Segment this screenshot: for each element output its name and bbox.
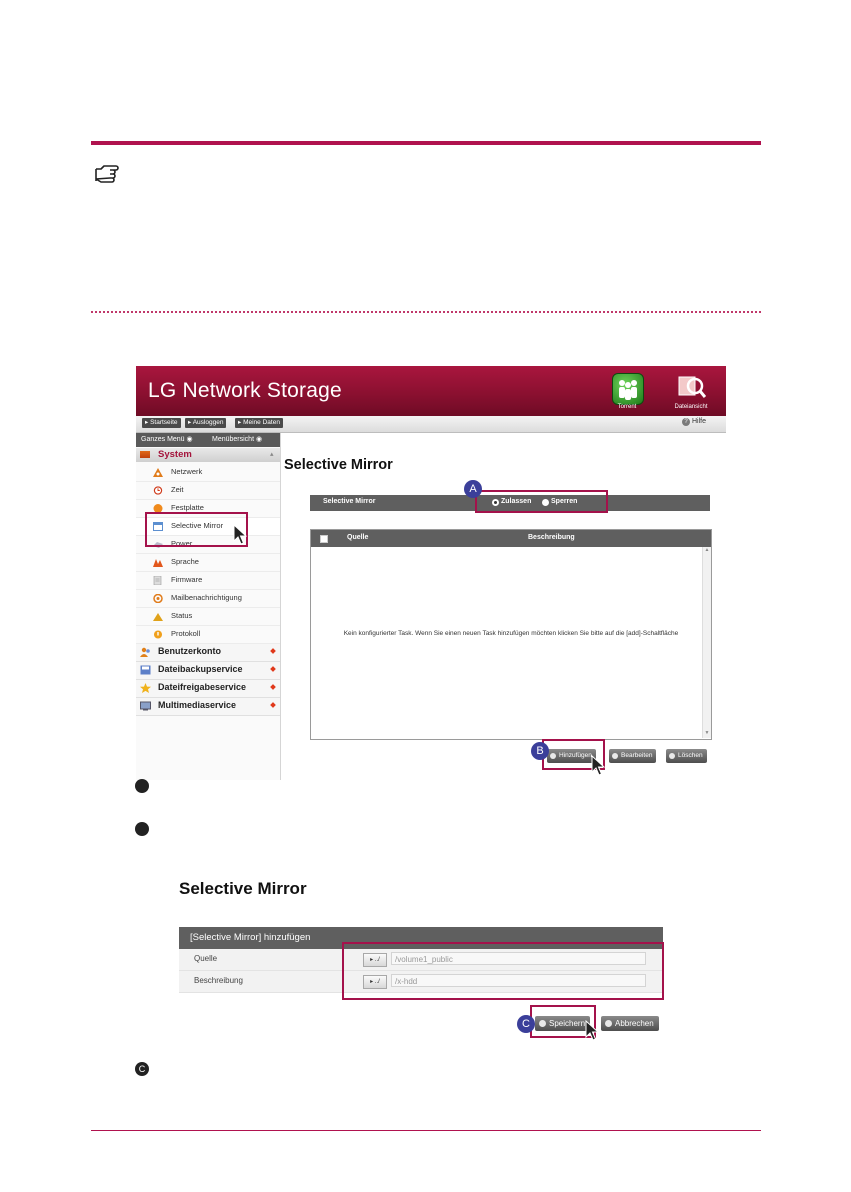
logout-button-label: Ausloggen bbox=[192, 419, 224, 426]
task-table bbox=[310, 529, 712, 740]
form-header-label: [Selective Mirror] hinzufügen bbox=[190, 932, 311, 943]
callout-badge-a: A bbox=[464, 480, 482, 498]
delete-button[interactable]: Löschen bbox=[666, 749, 707, 763]
browse-target-button[interactable]: ▸ ../ bbox=[363, 975, 387, 989]
sidebar-item-mail[interactable] bbox=[136, 590, 280, 608]
edit-button[interactable]: Bearbeiten bbox=[609, 749, 656, 763]
description-label: Beschreibung bbox=[194, 976, 243, 985]
callout-badge-c: C bbox=[517, 1015, 535, 1033]
sidebar-item-label: Protokoll bbox=[171, 629, 201, 638]
backup-icon bbox=[140, 665, 151, 675]
mirror-toggle-label: Selective Mirror bbox=[323, 498, 376, 505]
sidebar-item-label: Zeit bbox=[171, 485, 184, 494]
sidebar-category-backup[interactable] bbox=[136, 662, 280, 680]
logout-button[interactable]: ▸ Ausloggen bbox=[185, 418, 226, 428]
network-icon bbox=[153, 468, 163, 477]
sidebar-item-label: Festplatte bbox=[171, 503, 204, 512]
sidebar-category-label: Dateibackupservice bbox=[158, 664, 243, 674]
torrent-label: Torrent bbox=[617, 404, 637, 410]
caret-up-icon: ▴ bbox=[270, 451, 274, 458]
bullet-c: C bbox=[135, 1062, 149, 1076]
callout-badge-b: B bbox=[531, 742, 549, 760]
browse-source-button[interactable]: ▸ ../ bbox=[363, 953, 387, 967]
column-source: Quelle bbox=[347, 534, 369, 541]
file-browser-icon[interactable] bbox=[676, 371, 706, 401]
highlight-allow-toggle bbox=[475, 490, 608, 513]
sidebar-item-netzwerk[interactable] bbox=[136, 464, 280, 482]
select-all-checkbox[interactable] bbox=[320, 535, 328, 543]
help-link[interactable] bbox=[682, 418, 706, 426]
clock-icon bbox=[153, 486, 163, 495]
sidebar-item-protokoll[interactable] bbox=[136, 626, 280, 644]
sidebar-item-label: Selective Mirror bbox=[171, 521, 224, 530]
scroll-up-icon[interactable]: ▲ bbox=[704, 547, 710, 553]
bullet-a bbox=[135, 779, 149, 793]
sidebar-item-label: Sprache bbox=[171, 557, 199, 566]
sidebar-item-label: Status bbox=[171, 611, 193, 620]
home-button-label: Startseite bbox=[150, 419, 178, 426]
sidebar-category-label: Multimediaservice bbox=[158, 700, 237, 710]
highlight-form-fields bbox=[342, 942, 664, 1000]
log-icon bbox=[153, 630, 163, 639]
tab-menu-overview[interactable]: Menübersicht ◉ bbox=[212, 436, 263, 443]
status-icon bbox=[153, 612, 163, 621]
expand-icon bbox=[270, 684, 276, 690]
sidebar-item-label: Power bbox=[171, 539, 193, 548]
home-button[interactable]: ▸ Startseite bbox=[142, 418, 181, 428]
bullet-b bbox=[135, 822, 149, 836]
sidebar-item-status[interactable] bbox=[136, 608, 280, 626]
description-input[interactable]: /x-hdd bbox=[391, 974, 646, 987]
expand-icon bbox=[270, 666, 276, 672]
form-title: Selective Mirror bbox=[179, 879, 307, 898]
table-header bbox=[311, 530, 711, 547]
mail-icon bbox=[153, 594, 163, 603]
add-button[interactable]: Hinzufügen bbox=[547, 749, 596, 763]
tab-full-menu[interactable]: Ganzes Menü ◉ bbox=[141, 436, 193, 443]
empty-table-message: Kein konfigurierter Task. Wenn Sie einen neuen Task hinzufügen möchten klicken Sie bitte auf die [add]-Schaltfläche bbox=[343, 630, 679, 637]
scroll-down-icon[interactable]: ▼ bbox=[704, 730, 710, 736]
mouse-cursor-icon bbox=[585, 1020, 599, 1042]
firmware-icon bbox=[153, 576, 163, 585]
mouse-cursor-icon bbox=[591, 755, 605, 777]
save-button[interactable]: Speichern bbox=[535, 1016, 590, 1031]
sidebar-category-label: Dateifreigabeservice bbox=[158, 682, 247, 692]
file-browser-label: Dateiansicht bbox=[674, 404, 708, 410]
sidebar-item-label: Netzwerk bbox=[171, 467, 203, 476]
sidebar-section-system[interactable] bbox=[136, 448, 280, 462]
torrent-icon[interactable] bbox=[612, 373, 644, 405]
browse-source-button-label: ../ bbox=[374, 957, 380, 963]
expand-icon bbox=[270, 648, 276, 654]
sidebar-item-label: Mailbenachrichtigung bbox=[171, 593, 242, 602]
sidebar-item-label: Firmware bbox=[171, 575, 203, 584]
sidebar-item-zeit[interactable] bbox=[136, 482, 280, 500]
language-icon bbox=[153, 558, 163, 567]
table-scrollbar[interactable] bbox=[702, 547, 711, 738]
my-data-button[interactable]: ▸ Meine Daten bbox=[235, 418, 283, 428]
page-title: Selective Mirror bbox=[284, 457, 393, 473]
sidebar-category-share[interactable] bbox=[136, 680, 280, 698]
my-data-button-label: Meine Daten bbox=[243, 419, 280, 426]
mouse-cursor-icon bbox=[233, 524, 247, 546]
browse-target-button-label: ../ bbox=[374, 979, 380, 985]
expand-icon bbox=[270, 702, 276, 708]
tab-menu-overview-label: Menübersicht bbox=[212, 436, 255, 443]
sidebar-item-sprache[interactable] bbox=[136, 554, 280, 572]
pointing-hand-icon bbox=[93, 160, 119, 184]
nas-screenshot bbox=[136, 366, 726, 780]
help-label: Hilfe bbox=[692, 418, 707, 425]
footer-rule bbox=[91, 1130, 761, 1131]
radio-allow-label: Zulassen bbox=[501, 498, 532, 505]
system-icon bbox=[140, 451, 150, 458]
sidebar-category-media[interactable] bbox=[136, 698, 280, 716]
source-input[interactable]: /volume1_public bbox=[391, 952, 646, 965]
column-description: Beschreibung bbox=[528, 534, 575, 541]
sidebar-tabs bbox=[136, 433, 280, 447]
radio-block-label: Sperren bbox=[551, 498, 578, 505]
section-divider bbox=[91, 311, 761, 313]
cancel-button[interactable]: Abbrechen bbox=[601, 1016, 659, 1031]
share-icon bbox=[140, 683, 151, 693]
sidebar-item-firmware[interactable] bbox=[136, 572, 280, 590]
app-brand: LG Network Storage bbox=[148, 379, 342, 402]
help-icon: ? bbox=[682, 418, 690, 426]
sidebar bbox=[136, 433, 281, 780]
sidebar-category-benutzerkonto[interactable] bbox=[136, 644, 280, 662]
app-banner bbox=[136, 366, 726, 416]
tab-full-menu-label: Ganzes Menü bbox=[141, 436, 185, 443]
sidebar-section-label: System bbox=[158, 449, 192, 460]
source-label: Quelle bbox=[194, 954, 218, 963]
header-rule bbox=[91, 141, 761, 145]
sidebar-category-label: Benutzerkonto bbox=[158, 646, 221, 656]
users-icon bbox=[140, 647, 151, 657]
media-icon bbox=[140, 701, 151, 711]
